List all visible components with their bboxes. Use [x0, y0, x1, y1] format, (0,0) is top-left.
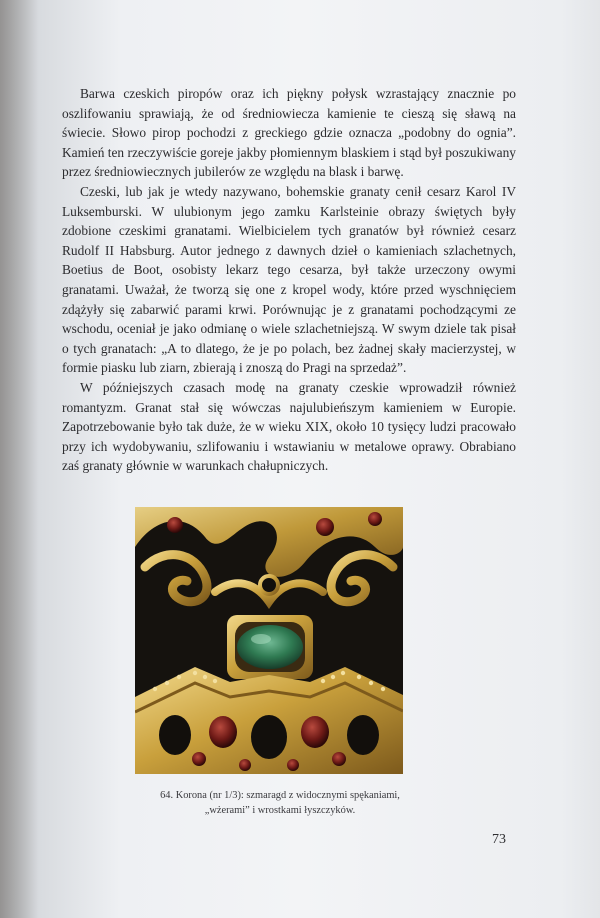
paragraph: W późniejszych czasach modę na granaty czeskie wprowadził również romantyzm. Granat stał się wówczas najulubieńszym kamieniem w Europie. Zapotrzebowanie było tak duże, że w wieku XIX, około 10 tysięcy ludzi pracowało przy ich wydobywaniu, szlifowaniu i wstawianiu w metalowe oprawy. Obrabiano zaś granaty głównie w warunkach chałupniczych.: [62, 379, 516, 474]
crown-jewel-image: [135, 507, 403, 774]
paragraph: Czeski, lub jak je wtedy nazywano, bohemskie granaty cenił cesarz Karol IV Luksemburski. W ulubionym jego zamku Karlsteinie obrazy świętych były zdobione czeskimi granatami. Wielbicielem tych granatów był również cesarz Rudolf II Habsburg. Autor jednego z dawnych dzieł o kamieniach szlachetnych, Boetius de Boot, osobisty lekarz tego cesarza, był także urzeczony owymi granatami. Uważał, że tworzą się one z kropel wody, które przed wyschnięciem zdążyły się zabarwić parami krwi. Porównując je z granatami pochodzącymi ze wschodu, oceniał je jako odmianę o wiele szlachetniejszą. W swym dziele tak pisał o tych granatach: „A to dlatego, że je po polach, bez żadnej skały macierzystej, w formie piasku lub ziarn, zbierają i znoszą do Pragi na sprzedaż”.: [62, 183, 516, 376]
crown-photograph: [135, 507, 403, 774]
paragraph: Barwa czeskich piropów oraz ich piękny połysk wzrastający znacznie po oszlifowaniu sprawiają, że od średniowiecza kamienie te cieszą się sławą na świecie. Słowo pirop pochodzi z greckiego gdzie oznacza „podobny do ognia”. Kamień ten rzeczywiście goreje jakby płomiennym blaskiem i stąd był poszukiwany przez średniowiecznych jubilerów ze względu na blask i barwę.: [62, 86, 516, 180]
body-text: [62, 84, 516, 476]
caption-line: 64. Korona (nr 1/3): szmaragd z widocznymi spękaniami,: [160, 790, 400, 801]
figure-caption: [140, 788, 420, 818]
page-number: 73: [492, 832, 506, 847]
caption-line: „wżerami” i wrostkami łyszczyków.: [204, 805, 356, 816]
